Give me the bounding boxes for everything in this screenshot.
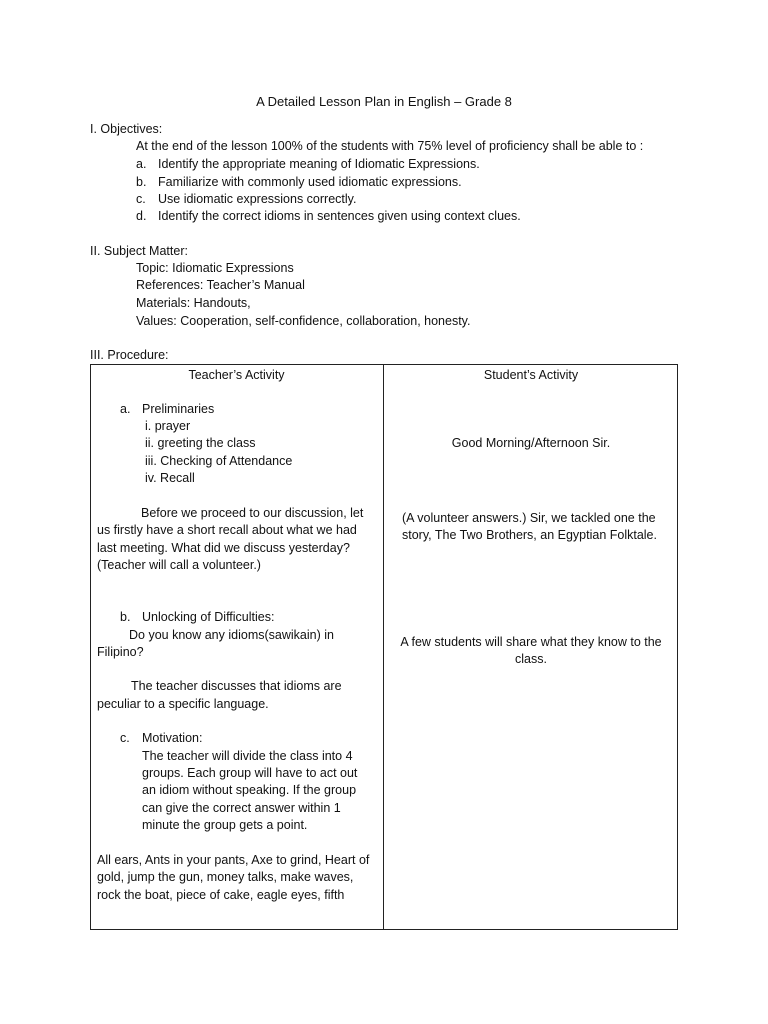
unlocking-discussion: peculiar to a specific language. [97,697,269,711]
objective-item [136,208,521,225]
list-marker: c. [136,192,146,206]
document-title: A Detailed Lesson Plan in English – Grade 8 [256,94,512,109]
objective-text: Identify the correct idioms in sentences given using context clues. [158,209,521,223]
student-volunteer-answer: story, The Two Brothers, an Egyptian Folktale. [402,528,657,542]
unlocking-question: Do you know any idioms(sawikain) in [129,628,334,642]
objective-item [136,174,462,191]
subject-matter-heading: II. Subject Matter: [90,244,188,258]
student-volunteer-answer: (A volunteer answers.) Sir, we tackled one the [402,511,656,525]
preliminary-step: i. prayer [145,419,191,433]
student-activity-header: Student’s Activity [483,368,579,382]
motivation-marker: c. [120,731,130,745]
unlocking-question: Filipino? [97,645,144,659]
objective-item [136,156,480,173]
student-share: class. [515,652,547,666]
subject-materials: Materials: Handouts, [136,296,251,310]
objective-text: Familiarize with commonly used idiomatic expressions. [158,175,462,189]
teacher-activity-header: Teacher’s Activity [188,368,285,382]
motivation-text: The teacher will divide the class into 4 [142,749,353,763]
motivation-text: groups. Each group will have to act out [142,766,358,780]
objectives-heading: I. Objectives: [90,122,163,136]
motivation-text: can give the correct answer within 1 [142,801,341,815]
idioms-list: rock the boat, piece of cake, eagle eyes, fifth [97,888,345,902]
preliminaries-marker: a. [120,402,131,416]
subject-references: References: Teacher’s Manual [136,278,305,292]
recall-text: (Teacher will call a volunteer.) [97,558,261,572]
idioms-list: gold, jump the gun, money talks, make waves, [97,870,354,884]
preliminary-step: iii. Checking of Attendance [145,454,293,468]
unlocking-discussion: The teacher discusses that idioms are [131,679,342,693]
student-greeting: Good Morning/Afternoon Sir. [451,436,611,450]
motivation-text: an idiom without speaking. If the group [142,783,357,797]
preliminary-step: ii. greeting the class [145,436,256,450]
list-marker: b. [136,175,147,189]
motivation-label: Motivation: [142,731,203,745]
list-marker: d. [136,209,147,223]
objectives-intro: At the end of the lesson 100% of the students with 75% level of proficiency shall be able to : [136,139,644,153]
objective-text: Use idiomatic expressions correctly. [158,192,357,206]
procedure-heading: III. Procedure: [90,348,169,362]
preliminaries-label: Preliminaries [142,402,215,416]
recall-text: Before we proceed to our discussion, let [141,506,364,520]
list-marker: a. [136,157,147,171]
idioms-list: All ears, Ants in your pants, Axe to grind, Heart of [97,853,370,867]
objective-text: Identify the appropriate meaning of Idiomatic Expressions. [158,157,480,171]
subject-topic: Topic: Idiomatic Expressions [136,261,294,275]
motivation-text: minute the group gets a point. [142,818,308,832]
unlocking-label: Unlocking of Difficulties: [142,610,275,624]
preliminary-step: iv. Recall [145,471,195,485]
student-share: A few students will share what they know to the [400,635,662,649]
unlocking-marker: b. [120,610,131,624]
objective-item [136,191,356,208]
subject-values: Values: Cooperation, self-confidence, collaboration, honesty. [136,314,471,328]
recall-text: us firstly have a short recall about what we had [97,523,357,537]
recall-text: last meeting. What did we discuss yesterday? [97,541,350,555]
